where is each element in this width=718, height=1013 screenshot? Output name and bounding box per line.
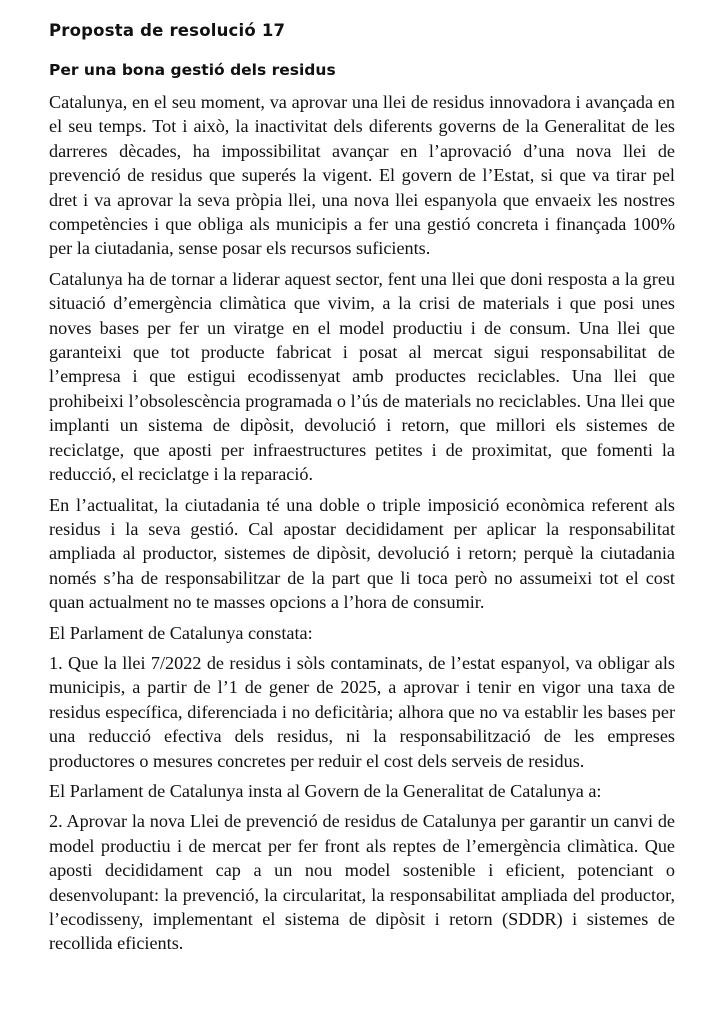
paragraph-introduction: Catalunya, en el seu moment, va aprovar una llei de residus innovadora i avançada en el seu temps. Tot i això, la inactivitat dels diferents governs de la Generalitat de les darreres dècades, ha impossibilitat avançar en l’aprovació d’una nova llei de prevenció de residus que superés la vigent. El govern de l’Estat, si que va tirar pel dret i va aprovar la seva pròpia llei, una nova llei espanyola que envaeix les nostres competències i que obliga als municipis a fer una gestió concreta i finançada 100% per la ciutadania, sense posar els recursos suficients. [49,92,675,259]
paragraph-insta-heading: El Parlament de Catalunya insta al Govern de la Generalitat de Catalunya a: [49,780,602,801]
paragraph-taxation: En l’actualitat, la ciutadania té una doble o triple imposició econòmica referent als residus i la seva gestió. Cal apostar decididament per aplicar la responsabilitat ampliada al productor, sistemes de dipòsit, devolució i retorn; perquè la ciutadania només s’ha de responsabilitzar de la part que li toca però no assumeixi tot el cost quan actualment no te masses opcions a l’hora de consumir. [49,494,675,613]
paragraph-constata-heading: El Parlament de Catalunya constata: [49,622,313,643]
document-body [49,90,675,962]
paragraph-point-2: 2. Aprovar la nova Llei de prevenció de residus de Catalunya per garantir un canvi de model productiu i de mercat per fer front als reptes de l’emergència climàtica. Que aposti decididament cap a un nou model sostenible i eficient, potenciant o desenvolupant: la prevenció, la circularitat, la responsabilitat ampliada del productor, l’ecodisseny, implementant el sistema de dipòsit i retorn (SDDR) i sistemes de recollida eficients. [49,811,675,954]
paragraph-point-1: 1. Que la llei 7/2022 de residus i sòls contaminats, de l’estat espanyol, va obligar als municipis, a partir de l’1 de gener de 2025, a aprovar i tenir en vigor una taxa de residus específica, diferenciada i no deficitària; alhora que no va establir les bases per una reducció efectiva dels residus, ni la responsabilització de les empreses productores o mesures concretes per reduir el cost dels serveis de residus. [49,652,675,771]
document-subtitle: Per una bona gestió dels residus [49,61,336,79]
document-title: Proposta de resolució 17 [49,21,286,40]
paragraph-leadership: Catalunya ha de tornar a liderar aquest sector, fent una llei que doni resposta a la greu situació d’emergència climàtica que vivim, a la crisi de materials i que posi unes noves bases per fer un viratge en el model productiu i de consum. Una llei que garanteixi que tot producte fabricat i posat al mercat sigui responsabilitat de l’empresa i que estigui ecodissenyat amb productes reciclables. Una llei que prohibeixi l’obsolescència programada o l’ús de materials no reciclables. Una llei que implanti un sistema de dipòsit, devolució i retorn, que millori els sistemes de reciclatge, que aposti per infraestructures petites i de proximitat, que fomenti la reducció, el reciclatge i la reparació. [49,268,675,485]
